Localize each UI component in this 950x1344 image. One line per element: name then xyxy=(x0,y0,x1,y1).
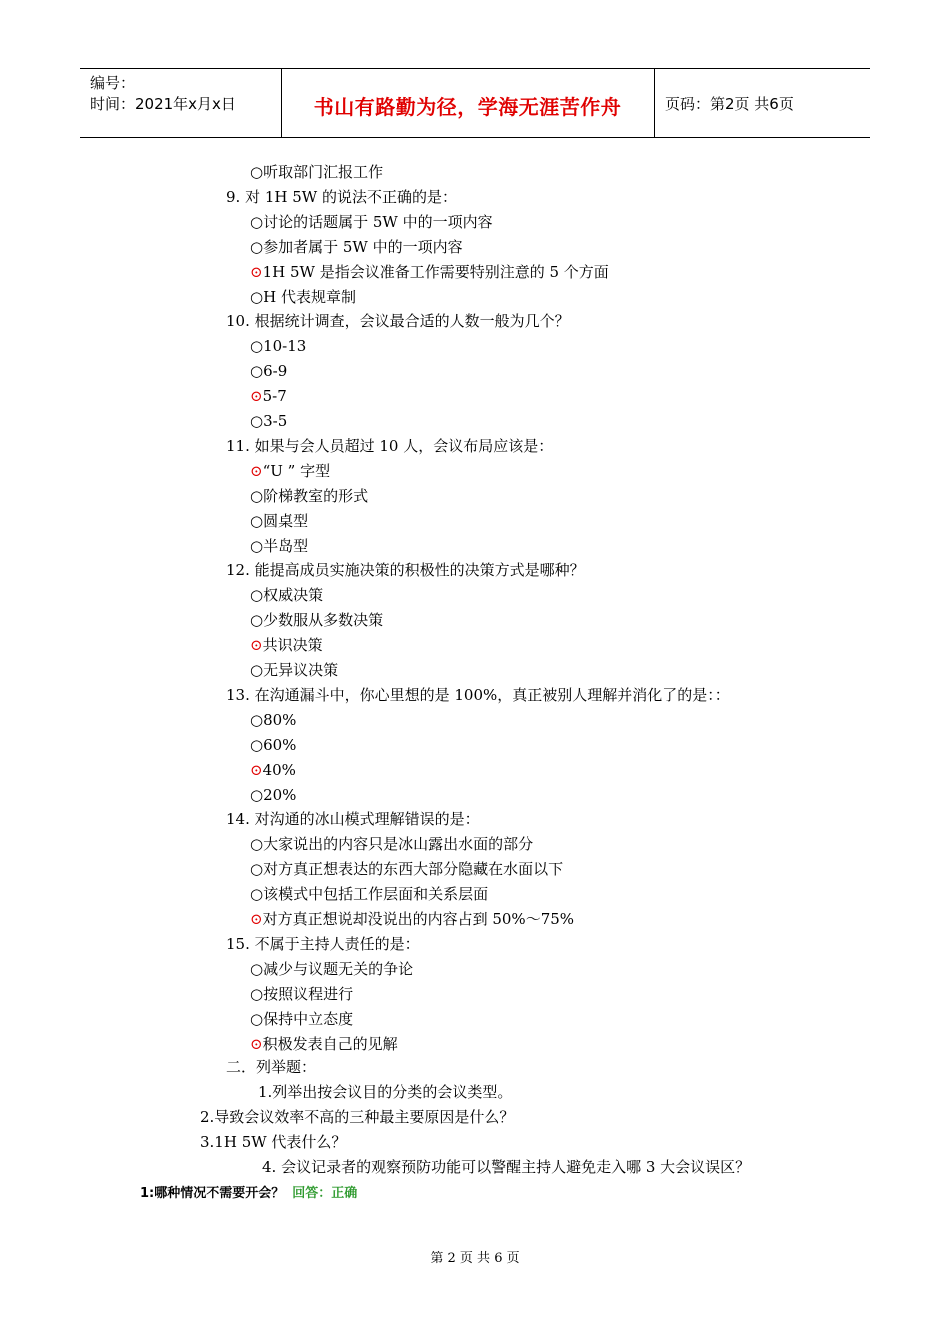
footer-question-text: 1:哪种情况不需要开会？ xyxy=(140,1186,285,1201)
radio-icon[interactable]: ○ xyxy=(250,237,264,256)
answer-option[interactable] xyxy=(250,411,287,431)
option-label: 3-5 xyxy=(263,412,288,430)
radio-icon[interactable]: ○ xyxy=(250,337,264,356)
answer-option[interactable] xyxy=(250,287,356,307)
option-label: 半岛型 xyxy=(263,536,309,555)
option-label: “U ” 字型 xyxy=(262,461,331,480)
answer-option[interactable] xyxy=(250,585,323,605)
list-item: 3.1H 5W 代表什么？ xyxy=(200,1133,347,1151)
answer-option[interactable] xyxy=(250,486,368,506)
answer-option[interactable] xyxy=(250,361,287,381)
radio-icon[interactable]: ○ xyxy=(250,885,264,904)
option-label: 5-7 xyxy=(262,387,287,406)
radio-icon[interactable]: ○ xyxy=(250,486,264,505)
list-item: 2.导致会议效率不高的三种最主要原因是什么？ xyxy=(200,1108,515,1126)
answer-option[interactable] xyxy=(250,237,463,257)
question-text: 10. 根据统计调查，会议最合适的人数一般为几个？ xyxy=(226,312,570,331)
radio-icon[interactable]: ○ xyxy=(250,611,264,630)
answer-option[interactable] xyxy=(250,511,308,531)
answer-option[interactable] xyxy=(250,635,323,655)
option-label: 对方真正想表达的东西大部分隐藏在水面以下 xyxy=(263,860,564,879)
list-item: 4. 会议记录者的观察预防功能可以警醒主持人避免走入哪 3 大会议误区？ xyxy=(262,1158,751,1176)
option-label: 积极发表自己的见解 xyxy=(262,1034,398,1053)
option-label: 10-13 xyxy=(263,337,307,356)
radio-icon[interactable]: ○ xyxy=(250,735,264,754)
header-meta xyxy=(90,73,236,115)
radio-icon[interactable]: ○ xyxy=(250,412,264,430)
option-label: 少数服从多数决策 xyxy=(263,611,384,630)
option-label: 60% xyxy=(263,735,297,754)
radio-icon[interactable]: ○ xyxy=(250,984,264,1003)
radio-selected-icon[interactable]: ⊙ xyxy=(250,910,263,928)
answer-option[interactable] xyxy=(250,212,493,232)
option-label: 无异议决策 xyxy=(263,661,339,679)
radio-icon[interactable]: ○ xyxy=(250,362,264,381)
question-text: 13. 在沟通漏斗中，你心里想的是 100%，真正被别人理解并消化了的是：： xyxy=(226,685,730,704)
radio-icon[interactable]: ○ xyxy=(250,710,264,729)
answer-option[interactable] xyxy=(250,386,287,406)
radio-selected-icon[interactable]: ⊙ xyxy=(250,1034,263,1053)
radio-icon[interactable]: ○ xyxy=(250,586,264,605)
radio-selected-icon[interactable]: ⊙ xyxy=(250,760,263,779)
answer-option[interactable] xyxy=(250,984,353,1004)
answer-option[interactable] xyxy=(250,1009,353,1029)
radio-selected-icon[interactable]: ⊙ xyxy=(250,262,263,281)
option-label: 共识决策 xyxy=(262,636,323,655)
answer-option[interactable] xyxy=(250,834,533,854)
answer-option[interactable] xyxy=(250,760,296,780)
option-label: 1H 5W 是指会议准备工作需要特别注意的 5 个方面 xyxy=(262,262,609,281)
page-footer: 第 2 页 共 6 页 xyxy=(430,1251,520,1266)
option-label: 按照议程进行 xyxy=(263,984,354,1003)
radio-icon[interactable]: ○ xyxy=(250,835,264,854)
answer-option[interactable] xyxy=(250,1034,398,1054)
answer-option[interactable] xyxy=(250,859,563,879)
footer-question xyxy=(140,1182,357,1201)
answer-option[interactable] xyxy=(250,785,296,805)
option-label: 减少与议题无关的争论 xyxy=(263,959,414,978)
question-text: 11. 如果与会人员超过 10 人，会议布局应该是： xyxy=(226,436,554,455)
option-label: 40% xyxy=(262,760,296,779)
page-header xyxy=(80,68,870,138)
option-label: 6-9 xyxy=(263,362,288,381)
radio-icon[interactable]: ○ xyxy=(250,511,264,530)
radio-icon[interactable]: ○ xyxy=(250,661,264,679)
answer-option[interactable] xyxy=(250,909,574,929)
section-title: 二．列举题： xyxy=(226,1058,317,1076)
option-label: 大家说出的内容只是冰山露出水面的部分 xyxy=(263,835,534,854)
option-label: 圆桌型 xyxy=(263,511,309,530)
option-label: 讨论的话题属于 5W 中的一项内容 xyxy=(263,212,493,231)
radio-icon[interactable]: ○ xyxy=(250,860,264,879)
option-label: 阶梯教室的形式 xyxy=(263,486,369,505)
radio-icon[interactable]: ○ xyxy=(250,287,264,306)
answer-option[interactable] xyxy=(250,735,296,755)
answer-option[interactable] xyxy=(250,336,306,356)
radio-icon[interactable]: ○ xyxy=(250,536,264,555)
radio-selected-icon[interactable]: ⊙ xyxy=(250,636,263,655)
option-label: 权威决策 xyxy=(263,586,324,605)
answer-option[interactable] xyxy=(250,959,413,979)
option-label: 保持中立态度 xyxy=(263,1009,354,1028)
radio-icon[interactable]: ○ xyxy=(250,1009,264,1028)
option-label: 该模式中包括工作层面和关系层面 xyxy=(263,885,489,904)
question-text: 9. 对 1H 5W 的说法不正确的是： xyxy=(226,187,457,206)
option-label: H 代表规章制 xyxy=(263,287,356,306)
radio-icon[interactable]: ○ xyxy=(250,212,264,231)
answer-option[interactable] xyxy=(250,610,383,630)
header-motto: 书山有路勤为径，学海无涯苦作舟 xyxy=(313,95,622,119)
radio-icon[interactable]: ○ xyxy=(250,959,264,978)
doc-number-label: 编号： xyxy=(90,74,136,92)
answer-option[interactable] xyxy=(250,162,383,182)
footer-answer: 回答：正确 xyxy=(292,1186,358,1201)
option-label: 听取部门汇报工作 xyxy=(263,163,384,181)
question-text: 15. 不属于主持人责任的是： xyxy=(226,934,420,953)
list-item: 1.列举出按会议目的分类的会议类型。 xyxy=(258,1083,513,1101)
question-text: 14. 对沟通的冰山模式理解错误的是： xyxy=(226,810,480,829)
header-page-info: 页码：第2页 共6页 xyxy=(665,95,794,113)
answer-option[interactable] xyxy=(250,461,330,481)
radio-icon[interactable]: ○ xyxy=(250,163,264,181)
doc-date-label: 时间：2021年x月x日 xyxy=(90,95,236,113)
answer-option[interactable] xyxy=(250,262,609,282)
answer-option[interactable] xyxy=(250,710,296,730)
option-label: 参加者属于 5W 中的一项内容 xyxy=(263,237,463,256)
answer-option[interactable] xyxy=(250,536,308,556)
question-text: 12. 能提高成员实施决策的积极性的决策方式是哪种？ xyxy=(226,561,585,580)
answer-option[interactable] xyxy=(250,660,338,680)
radio-icon[interactable]: ○ xyxy=(250,785,264,804)
radio-selected-icon[interactable]: ⊙ xyxy=(250,461,263,480)
option-label: 对方真正想说却没说出的内容占到 50%～75% xyxy=(262,910,575,928)
option-label: 20% xyxy=(263,785,297,804)
radio-selected-icon[interactable]: ⊙ xyxy=(250,387,263,406)
answer-option[interactable] xyxy=(250,884,488,904)
option-label: 80% xyxy=(263,710,297,729)
